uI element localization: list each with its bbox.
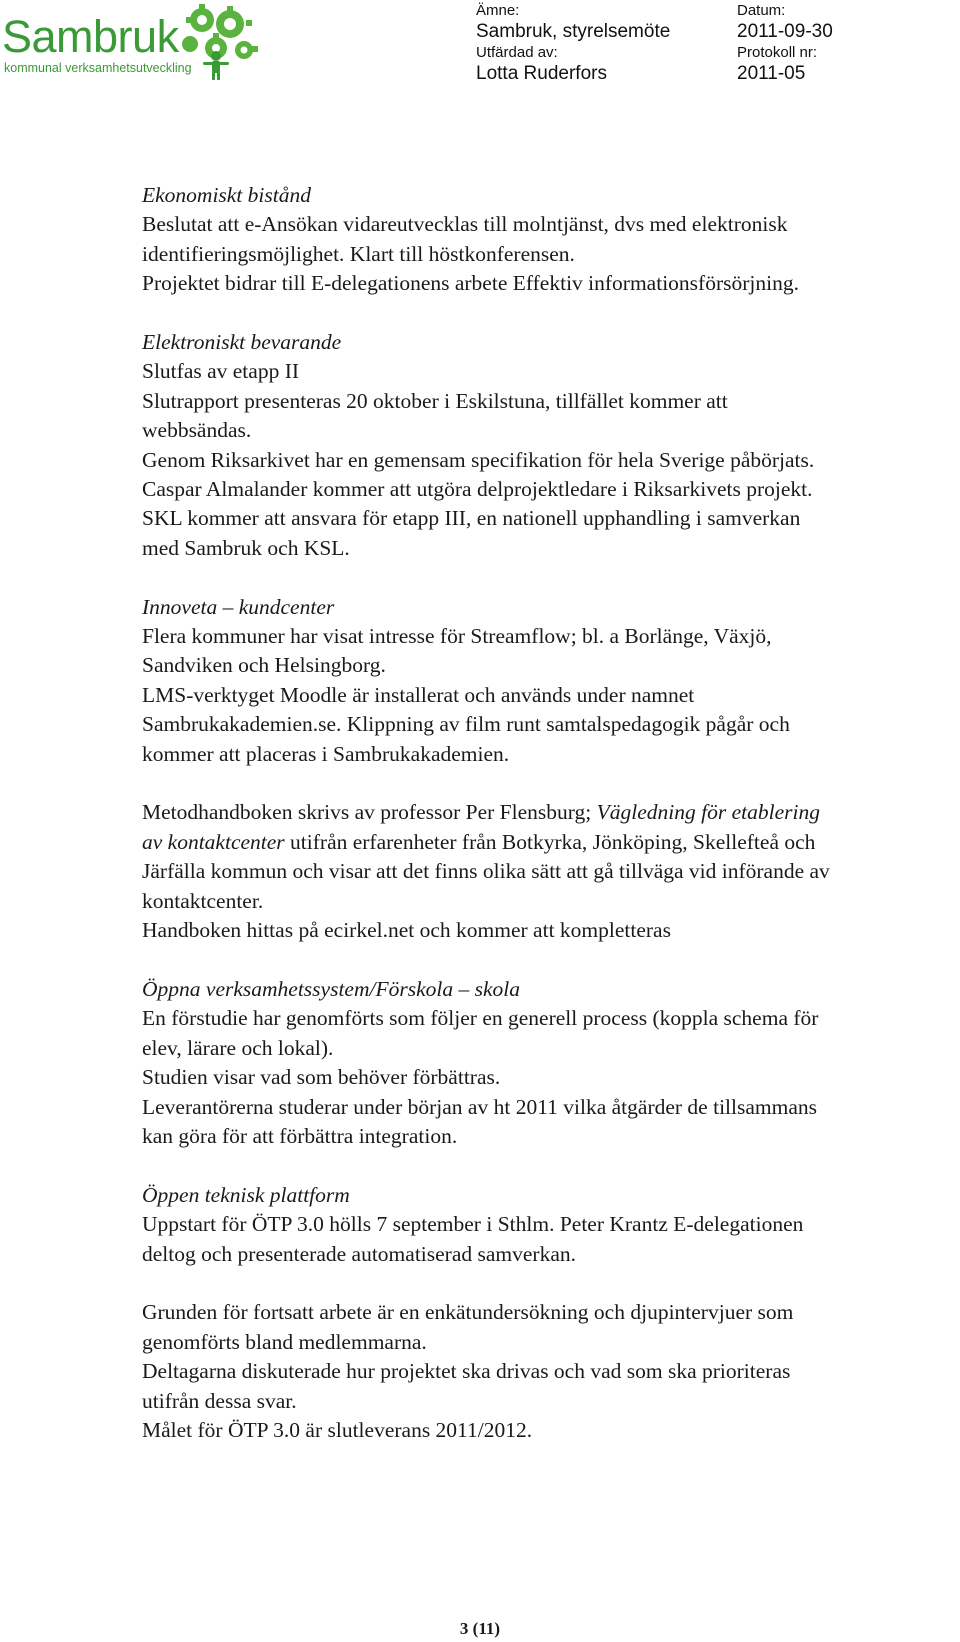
body-line: Genom Riksarkivet har en gemensam specifikation för hela Sverige påbörjats. xyxy=(142,447,815,472)
gears-figure-icon xyxy=(172,0,262,80)
body-line: kontaktcenter. xyxy=(142,888,264,913)
body-line: webbsändas. xyxy=(142,418,252,443)
body-line: med Sambruk och KSL. xyxy=(142,535,350,560)
body-line: utifrån dessa svar. xyxy=(142,1388,297,1413)
body-line: Järfälla kommun och visar att det finns olika sätt att gå tillväga vid införande av xyxy=(142,859,830,884)
body-line: SKL kommer att ansvara för etapp III, en nationell upphandling i samverkan xyxy=(142,506,801,531)
body-line: Slutrapport presenteras 20 oktober i Eskilstuna, tillfället kommer att xyxy=(142,388,728,413)
section-heading: Elektroniskt bevarande xyxy=(142,330,342,355)
body-line: Uppstart för ÖTP 3.0 hölls 7 september i Sthlm. Peter Krantz E-delegationen xyxy=(142,1212,804,1237)
page-number xyxy=(0,1619,960,1639)
body-line: Handboken hittas på ecirkel.net och kommer att kompletteras xyxy=(142,918,671,943)
body-line: Grunden för fortsatt arbete är en enkätundersökning och djupintervjuer som xyxy=(142,1300,794,1325)
issued-by-label: Utfärdad av: xyxy=(476,44,558,61)
body-line: Beslutat att e-Ansökan vidareutvecklas till molntjänst, dvs med elektronisk xyxy=(142,212,788,237)
logo-tagline: kommunal verksamhetsutveckling xyxy=(4,61,192,75)
body-line: En förstudie har genomförts som följer en generell process (koppla schema för xyxy=(142,1006,819,1031)
section-heading: Öppna verksamhetssystem/Förskola – skola xyxy=(142,976,520,1001)
sambruk-logo xyxy=(0,0,270,82)
section-heading: Innoveta – kundcenter xyxy=(142,594,335,619)
body-line: Deltagarna diskuterade hur projektet ska drivas och vad som ska prioriteras xyxy=(142,1359,791,1384)
body-line: Metodhandboken skrivs av professor Per Flensburg; Vägledning för etablering xyxy=(142,800,820,825)
body-line: identifieringsmöjlighet. Klart till höstkonferensen. xyxy=(142,241,575,266)
body-line: Studien visar vad som behöver förbättras. xyxy=(142,1065,501,1090)
body-line: genomförts bland medlemmarna. xyxy=(142,1329,427,1354)
body-line: Slutfas av etapp II xyxy=(142,359,300,384)
issued-by-value: Lotta Ruderfors xyxy=(476,63,607,84)
section-heading: Öppen teknisk plattform xyxy=(142,1182,350,1207)
body-line: Målet för ÖTP 3.0 är slutleverans 2011/2012. xyxy=(142,1417,533,1442)
meta-date-block xyxy=(737,2,833,86)
protocol-label: Protokoll nr: xyxy=(737,44,818,61)
protocol-value: 2011-05 xyxy=(737,63,806,84)
document-body xyxy=(142,181,942,1445)
meta-subject-block xyxy=(476,2,670,86)
subject-value: Sambruk, styrelsemöte xyxy=(476,21,671,42)
page-header xyxy=(0,0,960,90)
body-line: deltog och presenterade automatiserad samverkan. xyxy=(142,1241,576,1266)
body-line: Flera kommuner har visat intresse för Streamflow; bl. a Borlänge, Växjö, xyxy=(142,624,772,649)
body-line: kommer att placeras i Sambrukakademien. xyxy=(142,741,510,766)
logo-wordmark: Sambruk xyxy=(2,11,179,62)
body-line: Leverantörerna studerar under början av ht 2011 vilka åtgärder de tillsammans xyxy=(142,1094,818,1119)
page-total: (11) xyxy=(472,1619,501,1638)
body-line: Sambrukakademien.se. Klippning av film runt samtalspedagogik pågår och xyxy=(142,712,790,737)
body-line: av kontaktcenter utifrån erfarenheter från Botkyrka, Jönköping, Skellefteå och xyxy=(142,829,816,854)
body-line: Projektet bidrar till E-delegationens arbete Effektiv informationsförsörjning. xyxy=(142,271,799,296)
date-label: Datum: xyxy=(737,2,786,19)
section-heading: Ekonomiskt bistånd xyxy=(142,183,311,207)
date-value: 2011-09-30 xyxy=(737,21,833,42)
subject-label: Ämne: xyxy=(476,2,520,19)
body-line: Sandviken och Helsingborg. xyxy=(142,653,386,678)
page-current: 3 xyxy=(459,1619,469,1638)
body-line: elev, lärare och lokal). xyxy=(142,1035,334,1060)
body-line: LMS-verktyget Moodle är installerat och används under namnet xyxy=(142,682,695,707)
body-line: Caspar Almalander kommer att utgöra delprojektledare i Riksarkivets projekt. xyxy=(142,477,813,502)
body-line: kan göra för att förbättra integration. xyxy=(142,1123,458,1148)
